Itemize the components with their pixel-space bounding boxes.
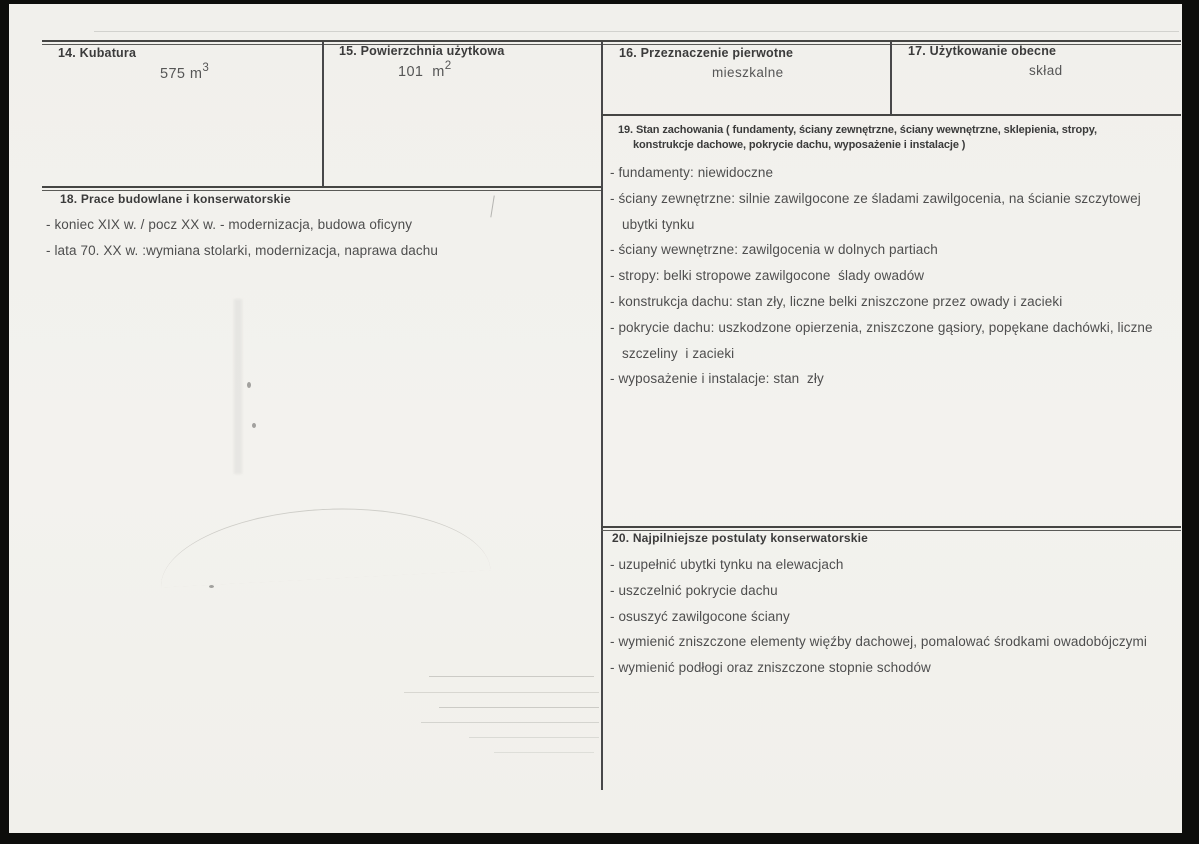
field16-value: mieszkalne bbox=[712, 65, 784, 80]
divider-field16-field17 bbox=[890, 42, 892, 115]
list-item: - stropy: belki stropowe zawilgocone ślady owadów bbox=[610, 268, 925, 284]
scan-artifact bbox=[494, 752, 594, 753]
field15-value-sup: 2 bbox=[444, 59, 452, 72]
list-item: - wymienić zniszczone elementy więźby dachowej, pomalować środkami owadobójczymi bbox=[610, 634, 1147, 650]
list-item: - osuszyć zawilgocone ściany bbox=[610, 608, 790, 624]
list-item: - ściany zewnętrzne: silnie zawilgocone ze śladami zawilgocenia, na ścianie szczytowej ubytki tynku bbox=[610, 190, 1145, 232]
rule-below-field16-17 bbox=[601, 114, 1181, 116]
list-item: - uzupełnić ubytki tynku na elewacjach bbox=[610, 557, 844, 572]
section19-list bbox=[610, 160, 1180, 392]
field15-value bbox=[398, 60, 452, 80]
paper-sheet bbox=[9, 4, 1182, 833]
section20-list bbox=[610, 552, 1180, 681]
list-item: - pokrycie dachu: uszkodzone opierzenia, zniszczone gąsiory, popękane dachówki, liczne szczeliny i zacieki bbox=[610, 319, 1157, 361]
field14-value-sup: 3 bbox=[202, 61, 210, 74]
field17-value: skład bbox=[1029, 63, 1063, 78]
scan-artifact bbox=[469, 737, 599, 738]
scan-artifact bbox=[404, 692, 599, 693]
list-item: - ściany wewnętrzne: zawilgocenia w dolnych partiach bbox=[610, 242, 938, 258]
scan-artifact bbox=[252, 423, 256, 428]
scan-artifact bbox=[234, 299, 242, 474]
main-column-divider bbox=[601, 42, 603, 790]
section19-heading-line2: konstrukcje dachowe, pokrycie dachu, wyposażenie i instalacje ) bbox=[633, 139, 966, 151]
divider-field14-field15 bbox=[322, 42, 324, 187]
field14-label: 14. Kubatura bbox=[58, 46, 137, 60]
field14-value bbox=[160, 62, 209, 82]
scan-artifact bbox=[247, 382, 251, 388]
scan-artifact bbox=[439, 707, 599, 708]
list-item: - konstrukcja dachu: stan zły, liczne belki zniszczone przez owady i zacieki bbox=[610, 293, 1063, 309]
scan-artifact bbox=[209, 585, 214, 588]
field17-label: 17. Użytkowanie obecne bbox=[908, 44, 1057, 58]
list-item: - wymienić podłogi oraz zniszczone stopnie schodów bbox=[610, 660, 931, 676]
section18-heading: 18. Prace budowlane i konserwatorskie bbox=[60, 192, 291, 206]
list-item: - lata 70. XX w. :wymiana stolarki, modernizacja, naprawa dachu bbox=[46, 242, 438, 258]
list-item: - koniec XIX w. / pocz XX w. - modernizacja, budowa oficyny bbox=[46, 217, 413, 232]
field15-value-text: 101 m bbox=[398, 63, 445, 80]
section18-list bbox=[46, 212, 591, 264]
section20-heading: 20. Najpilniejsze postulaty konserwatorskie bbox=[612, 531, 869, 545]
field15-label: 15. Powierzchnia użytkowa bbox=[339, 44, 505, 58]
scan-artifact bbox=[157, 500, 490, 587]
scan-artifact bbox=[421, 722, 599, 723]
section19-heading-line1: 19. Stan zachowania ( fundamenty, ściany zewnętrzne, ściany wewnętrzne, sklepienia, stropy, bbox=[618, 124, 1097, 136]
field14-value-text: 575 m bbox=[160, 65, 203, 82]
scan-artifact bbox=[429, 676, 594, 677]
list-item: - fundamenty: niewidoczne bbox=[610, 165, 774, 180]
list-item: - uszczelnić pokrycie dachu bbox=[610, 582, 778, 598]
rule-above-section18 bbox=[42, 186, 601, 191]
list-item: - wyposażenie i instalacje: stan zły bbox=[610, 371, 824, 387]
field16-label: 16. Przeznaczenie pierwotne bbox=[619, 46, 794, 60]
scan-artifact bbox=[94, 31, 1179, 32]
